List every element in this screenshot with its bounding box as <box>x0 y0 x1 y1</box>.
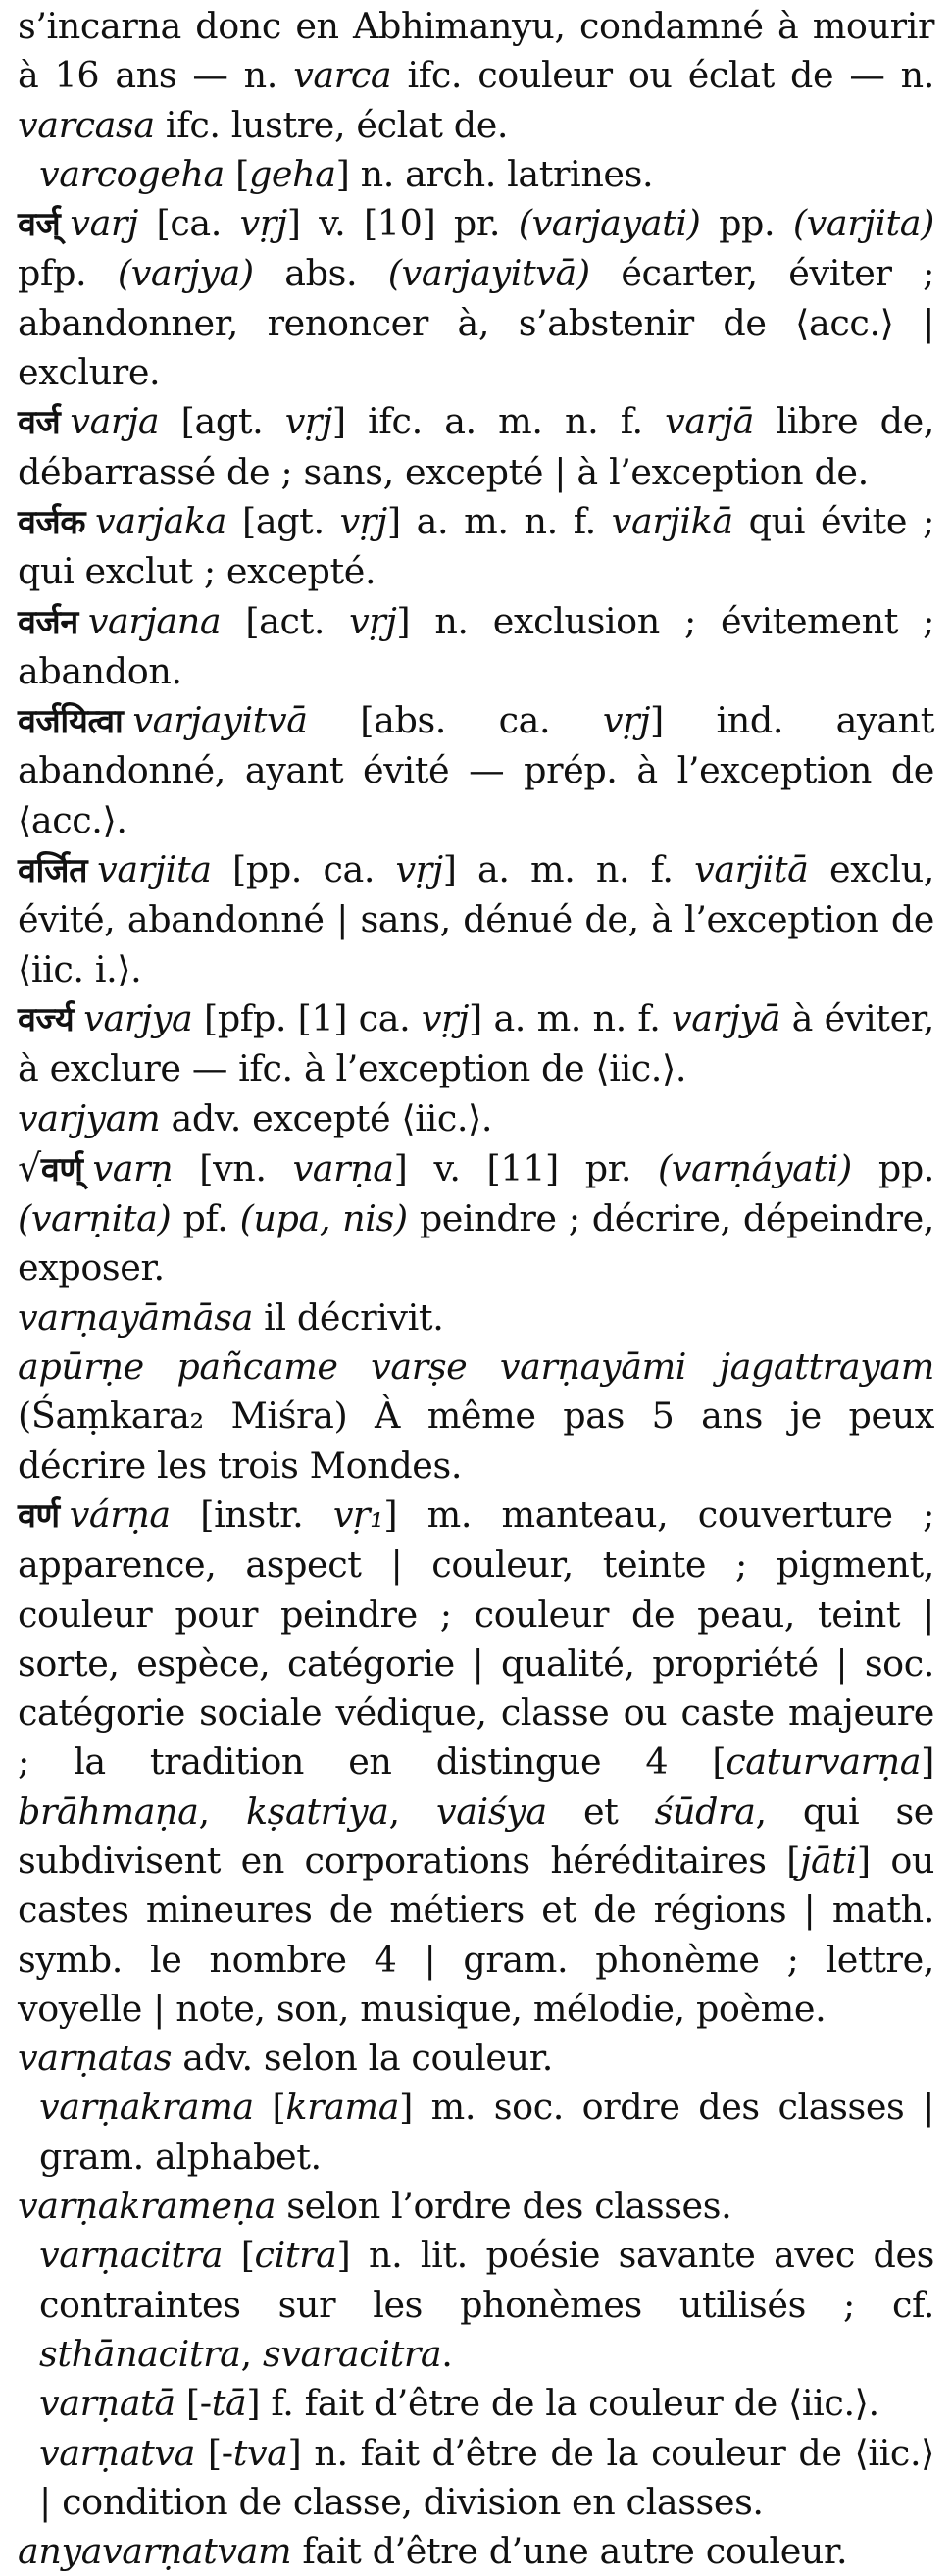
lemma-italic: varjita <box>97 848 212 891</box>
definition-text: exclu, évité, abandonné | sans, dénué de, à l’exception de ⟨iic. i.⟩. <box>18 848 935 990</box>
cross-reference-italic: sthānacitra <box>39 2332 241 2375</box>
lemma-italic: varṇakrameṇa <box>18 2185 276 2228</box>
definition-text: ] f. fait d’être de la couleur de ⟨iic.⟩. <box>246 2382 879 2425</box>
term-italic: vaiśya <box>435 1790 547 1833</box>
definition-text: ] v. [11] pr. <box>393 1146 658 1189</box>
suffix-italic: tva <box>232 2431 288 2474</box>
lemma-italic: varṇatā <box>39 2382 175 2425</box>
lemma-italic: varjaka <box>95 499 227 542</box>
definition-text: [ca. <box>137 202 240 245</box>
lemma-italic: varṇatas <box>18 2037 173 2080</box>
definition-text: ] n. fait d’être de la couleur de ⟨iic.⟩ | condition de classe, division en classes. <box>39 2431 934 2523</box>
definition-text: fait d’être d’une autre couleur. <box>291 2530 848 2573</box>
etymology-italic: vṛj <box>421 996 470 1039</box>
definition-text: [ <box>224 152 249 195</box>
etymology-italic: krama <box>285 2086 400 2129</box>
lemma-italic: varcasa <box>18 103 155 146</box>
definition-text: ] n. exclusion ; évitement ; abandon. <box>18 599 934 692</box>
entry-varjyam <box>18 1094 934 1143</box>
form-italic: (varjayitvā) <box>387 252 590 295</box>
entry-varnakrama <box>18 2083 934 2182</box>
definition-text: ] a. m. n. f. <box>469 996 672 1039</box>
lemma-italic: varjya <box>83 996 193 1039</box>
definition-text: [pp. ca. <box>211 848 396 891</box>
quotation-italic: apūrṇe pañcame varṣe varṇayāmi jagattrayam <box>18 1345 934 1389</box>
entry-varjaka <box>18 497 934 597</box>
definition-text: ] n. arch. latrines. <box>335 152 654 195</box>
entry-varnacitra <box>18 2231 934 2379</box>
entry-abhimanyu-continuation <box>18 2 934 150</box>
lemma-italic: varj <box>70 202 138 245</box>
devanagari-headword: वर्ण् <box>40 1149 83 1189</box>
term-italic: caturvarṇa <box>726 1741 922 1784</box>
form-italic: (varjita) <box>792 202 934 245</box>
entry-varna <box>18 1490 934 2034</box>
definition-text: [ <box>223 2234 255 2277</box>
etymology-italic: varṇa <box>292 1146 394 1189</box>
suffix-italic: tā <box>211 2382 247 2425</box>
definition-text: , <box>198 1790 246 1833</box>
definition-text: [vn. <box>173 1146 293 1189</box>
lemma-italic: varjayitvā <box>132 699 308 742</box>
definition-text: [agt. <box>226 499 340 542</box>
devanagari-headword: वर्जित <box>18 851 88 891</box>
definition-text: ] a. m. n. f. <box>386 499 612 542</box>
definition-text: [- <box>194 2431 233 2474</box>
definition-text: [- <box>175 2382 212 2425</box>
devanagari-headword: वर्ण <box>18 1495 60 1536</box>
entry-varjayitva <box>18 696 934 845</box>
etymology-italic: geha <box>248 152 336 195</box>
etymology-italic: vṛj <box>284 400 332 443</box>
definition-text: [agt. <box>159 400 285 443</box>
definition-text: [pfp. [1] ca. <box>192 996 422 1039</box>
lemma-italic: anyavarṇatvam <box>18 2530 292 2573</box>
entry-varn-root <box>18 1143 934 1293</box>
lemma-italic: varṇayāmāsa <box>18 1295 253 1339</box>
entry-varjana <box>18 597 934 697</box>
form-italic: (varjayati) <box>518 202 701 245</box>
etymology-italic: vṛ₁ <box>332 1492 384 1536</box>
lemma-italic: várṇa <box>69 1492 171 1536</box>
entry-varnata <box>18 2379 934 2428</box>
etymology-italic: vṛj <box>239 202 287 245</box>
definition-text: , <box>388 1790 436 1833</box>
entry-varj <box>18 199 934 397</box>
term-italic: śūdra <box>654 1790 756 1833</box>
form-italic: varjitā <box>694 848 809 891</box>
definition-text: ] n. lit. poésie savante avec des contraintes sur les phonèmes utilisés ; cf. <box>39 2234 934 2326</box>
definition-text: ] <box>921 1741 934 1784</box>
definition-text: selon l’ordre des classes. <box>276 2185 732 2228</box>
devanagari-headword: वर्जन <box>18 602 78 642</box>
etymology-italic: vṛj <box>339 499 387 542</box>
lemma-italic: varjana <box>87 599 222 642</box>
form-italic: (varṇita) <box>18 1197 172 1240</box>
definition-text: à éviter, à exclure — ifc. à l’exception de ⟨iic.⟩. <box>18 996 935 1090</box>
entry-varja <box>18 397 934 497</box>
lemma-italic: varṇacitra <box>39 2234 224 2277</box>
lemma-italic: varṇatva <box>39 2431 195 2474</box>
definition-text: [act. <box>221 599 350 642</box>
etymology-italic: vṛj <box>349 599 397 642</box>
definition-text: ] ifc. a. m. n. f. <box>331 400 666 443</box>
form-italic: varjikā <box>611 499 733 542</box>
definition-text: pp. <box>851 1146 934 1189</box>
lemma-italic: varṇakrama <box>39 2086 254 2129</box>
definition-text: adv. excepté ⟨iic.⟩. <box>160 1096 493 1139</box>
term-italic: jāti <box>800 1839 857 1882</box>
lemma-italic: varja <box>70 400 160 443</box>
entry-varnayamasa <box>18 1293 934 1342</box>
devanagari-headword: वर्ज <box>18 403 61 443</box>
definition-text: pf. <box>171 1197 240 1240</box>
devanagari-headword: वर्ज् <box>18 205 61 245</box>
form-italic: varjā <box>665 400 755 443</box>
definition-text: , <box>240 2332 263 2375</box>
form-italic: (upa, nis) <box>239 1197 408 1240</box>
root-sign-icon: √ <box>18 1145 41 1189</box>
definition-text: ifc. lustre, éclat de. <box>154 103 509 146</box>
entry-varnatva <box>18 2429 934 2528</box>
term-italic: brāhmaṇa <box>18 1790 199 1833</box>
entry-varjya <box>18 994 934 1094</box>
devanagari-headword: वर्जयित्वा <box>18 702 124 742</box>
definition-text: écarter, éviter ; abandonner, renoncer à, s’abstenir de ⟨acc.⟩ | exclure. <box>18 252 935 394</box>
definition-text: [ <box>253 2086 286 2129</box>
etymology-italic: citra <box>254 2234 337 2277</box>
definition-text: et <box>546 1790 655 1833</box>
definition-text: ] ou castes mineures de métiers et de régions | math. symb. le nombre 4 | gram. phonème ; lettre, voyelle | note, son, musique, mélodie, poème. <box>18 1839 934 2030</box>
definition-text: [abs. ca. <box>307 699 603 742</box>
definition-text: peindre ; décrire, dépeindre, exposer. <box>18 1197 934 1289</box>
definition-text: pfp. <box>18 252 118 295</box>
definition-text: ] m. soc. ordre des classes | gram. alphabet. <box>39 2086 934 2178</box>
definition-text: s’incarna donc en Abhimanyu, condamné à mourir à 16 ans — n. <box>18 5 934 97</box>
definition-text: adv. selon la couleur. <box>172 2037 553 2080</box>
definition-text: ] ind. ayant abandonné, ayant évité — prép. à l’exception de ⟨acc.⟩. <box>18 699 934 841</box>
term-italic: kṣatriya <box>245 1790 389 1833</box>
entry-quotation-apurne <box>18 1342 934 1490</box>
entry-varcogeha <box>18 150 934 199</box>
definition-text: ifc. couleur ou éclat de — n. <box>391 54 934 97</box>
devanagari-headword: वर्ज्य <box>18 999 75 1039</box>
definition-text: ] m. manteau, couverture ; apparence, aspect | couleur, teinte ; pigment, couleur pour peindre ; couleur de peau, teint | sorte, espèce, catégorie | qualité, propriété | soc. catégorie sociale védique, classe ou caste majeure ; la tradition en distingue 4 [ <box>18 1492 934 1784</box>
form-italic: (varṇáyati) <box>657 1146 852 1189</box>
cross-reference-italic: svaracitra <box>262 2332 442 2375</box>
entry-varnakramena <box>18 2182 934 2231</box>
definition-text: il décrivit. <box>252 1295 444 1339</box>
entry-varnatas <box>18 2034 934 2083</box>
definition-text: abs. <box>253 252 388 295</box>
lemma-italic: varjyam <box>18 1096 161 1139</box>
form-italic: varjyā <box>671 996 781 1039</box>
definition-text: pp. <box>700 202 793 245</box>
lemma-italic: varcogeha <box>39 152 225 195</box>
definition-text: ] a. m. n. f. <box>442 848 695 891</box>
entry-anyavarnatvam <box>18 2527 934 2576</box>
devanagari-headword: वर्जक <box>18 502 86 542</box>
definition-text: . <box>441 2332 453 2375</box>
etymology-italic: vṛj <box>395 848 443 891</box>
form-italic: (varjya) <box>117 252 254 295</box>
definition-text: libre de, débarrassé de ; sans, excepté | à l’exception de. <box>18 400 934 493</box>
lemma-italic: varca <box>293 54 392 97</box>
lemma-italic: varṇ <box>92 1146 174 1189</box>
definition-text: qui évite ; qui exclut ; excepté. <box>18 499 934 593</box>
entry-varjita <box>18 845 934 994</box>
definition-text: ] v. [10] pr. <box>286 202 519 245</box>
etymology-italic: vṛj <box>602 699 651 742</box>
definition-text: [instr. <box>170 1492 333 1536</box>
definition-text: (Śaṃkara₂ Miśra) À même pas 5 ans je peux décrire les trois Mondes. <box>18 1394 934 1487</box>
definition-text: , qui se subdivisent en corporations héréditaires [ <box>18 1790 934 1882</box>
